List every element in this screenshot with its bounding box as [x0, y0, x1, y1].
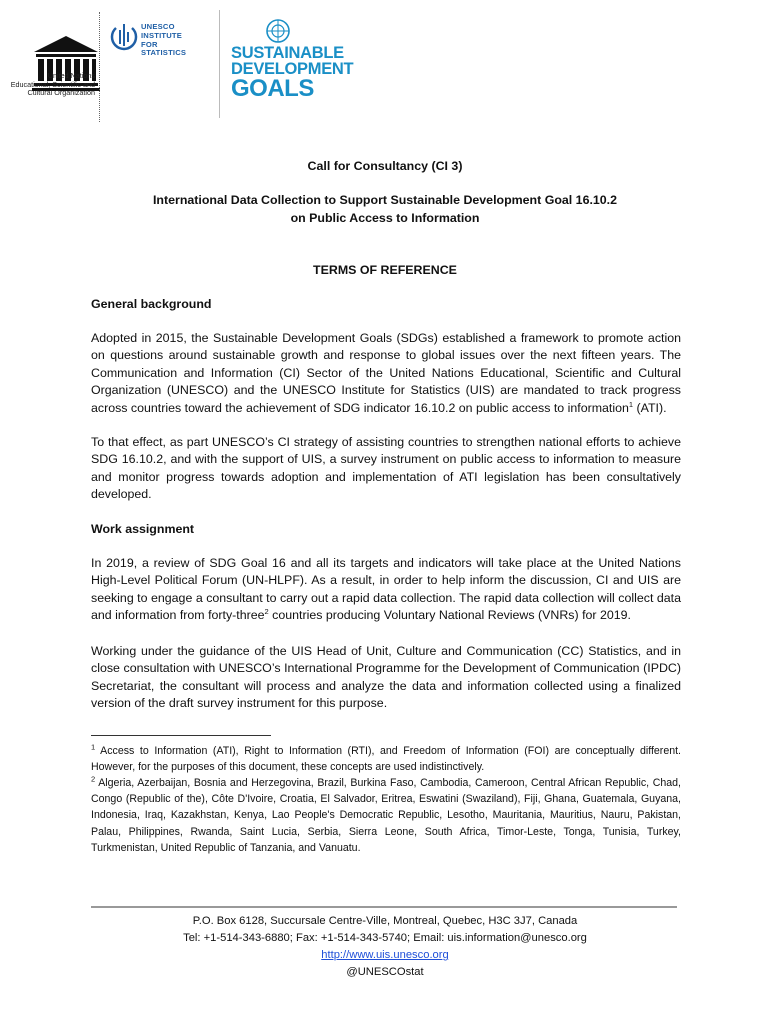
footer-url-link[interactable]: http://www.uis.unesco.org [321, 949, 449, 961]
un-emblem-icon [265, 18, 291, 44]
call-title: Call for Consultancy (CI 3) [307, 159, 463, 173]
unesco-temple-logo [30, 10, 102, 120]
header-dotted-divider [99, 12, 100, 122]
footnote-2: $^2$ Algeria, Azerbaijan, Bosnia and Herzegovina, Brazil, Burkina Faso, Cambodia, Cameroon, Central African Republic, Chad, Congo (Republic of the), Côte D'Ivoire, Croatia, El Salvador, Eritrea, Eswatini (Swaziland), Fiji, Ghana, Guatemala, Guyana, Indonesia, Iraq, Kazakhstan, Kenya, Lao People's Democratic Republic, Lesotho, Mauritania, Mauritius, Nauru, Pakistan, Palau, Philippines, Rwanda, Saint Lucia, Serbia, Sierra Leone, South Africa, Timor-Leste, Tonga, Tunisia, Turkey, Turkmenistan, United Republic of Tanzania, and Vanuatu. [91, 774, 681, 854]
paragraph-3: In 2019, a review of SDG Goal 16 and all its targets and indicators will take place at the United Nations High-Level Political Forum (UN-HLPF). As a result, in order to help inform the discussion, CI and UIS are seeking to engage a consultant to carry out a rapid data collection. The rapid data collection will collect data and information from forty-three$^2$ countries producing Voluntary National Reviews (VNRs) for 2019. [91, 556, 681, 623]
footer-rule [91, 906, 677, 908]
paragraph-1: Adopted in 2015, the Sustainable Development Goals (SDGs) established a framework to promote action on questions around sustainable growth and response to global issues over the next fifteen years. The Communication and Information (CI) Sector of the United Nations Educational, Scientific and Cultural Organization (UNESCO) and the UNESCO Institute for Statistics (UIS) are mandated to track progress across countries toward the achievement of SDG indicator 16.10.2 on public access to information$^1$ (ATI). [91, 331, 681, 415]
uis-logo-icon [110, 18, 138, 58]
footer-url-row [0, 947, 770, 964]
work-assignment-heading: Work assignment [91, 522, 195, 536]
sdg-goals-word: GOALS [231, 75, 314, 102]
general-background-heading: General background [91, 297, 212, 311]
uis-name: UNESCO INSTITUTE FOR STATISTICS [141, 22, 187, 58]
footer-address: P.O. Box 6128, Succursale Centre-Ville, Montreal, Quebec, H3C 3J7, Canada [192, 915, 578, 927]
doc-title-line1: International Data Collection to Support Sustainable Development Goal 16.10.2 [152, 193, 618, 207]
footnote-rule [91, 735, 271, 736]
terms-of-reference: TERMS OF REFERENCE [313, 263, 457, 277]
unesco-organization-name: United Nations Educational, Scientific and Cultural Organization [10, 71, 95, 98]
sdg-title: SUSTAINABLE DEVELOPMENT [231, 44, 354, 78]
paragraph-2: To that effect, as part UNESCO’s CI strategy of assisting countries to strengthen national efforts to achieve SDG 16.10.2, and with the support of UIS, a survey instrument on public access to information to measure and monitor progress towards adoption and implementation of ATI legislation has been consultatively developed. [91, 435, 681, 502]
header-vertical-divider [219, 10, 220, 118]
doc-title-line2: on Public Access to Information [290, 211, 480, 225]
footer-contact: Tel: +1-514-343-6880; Fax: +1-514-343-5740; Email: uis.information@unesco.org [183, 932, 587, 944]
footnote-1: $^1$ Access to Information (ATI), Right to Information (RTI), and Freedom of Information (FOI) are conceptually different. However, for the purposes of this document, these concepts are used indistinctively. [91, 742, 681, 774]
footer-handle: @UNESCOstat [346, 966, 424, 978]
paragraph-4: Working under the guidance of the UIS Head of Unit, Culture and Communication (CC) Statistics, and in close consultation with UNESCO’s International Programme for the Development of Communication (IPDC) Secretariat, the consultant will process and analyze the data and information collected using a finalized version of the draft survey instrument for this purpose. [91, 644, 681, 711]
